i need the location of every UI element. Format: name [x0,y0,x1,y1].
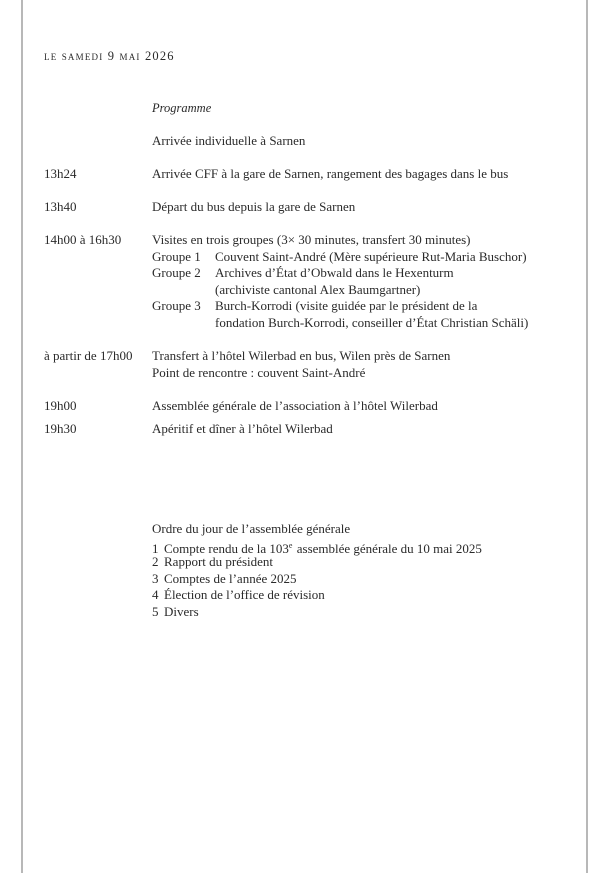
agenda-item-text: Élection de l’office de révision [164,587,325,602]
date-heading: le samedi 9 mai 2026 [44,49,175,63]
agenda-item-number: 5 [152,603,159,619]
agenda-item-number: 4 [152,587,159,602]
agenda-title: Ordre du jour de l’assemblée générale [152,521,351,536]
group-description: Couvent Saint-André (Mère supérieure Rut-Maria Buschor) [215,248,527,264]
schedule-time: 14h00 à 16h30 [44,232,122,247]
group-label: Groupe 2 [152,265,201,280]
schedule-description: Départ du bus depuis la gare de Sarnen [152,199,356,214]
schedule-description: Transfert à l’hôtel Wilerbad en bus, Wilen près de Sarnen [152,348,451,363]
programme-title: Programme [152,101,212,115]
agenda-item [152,571,297,588]
agenda-item [152,604,199,621]
group-label: Groupe 3 [152,298,201,313]
schedule-time: 19h30 [44,421,77,436]
group-description: Archives d’État d’Obwald dans le Hexenturm [215,265,454,280]
group-description-continued: (archiviste cantonal Alex Baumgartner) [215,281,421,297]
schedule-description-continued: Point de rencontre : couvent Saint-André [152,364,366,380]
agenda-item-number: 2 [152,554,159,569]
intro-line: Arrivée individuelle à Sarnen [152,133,306,148]
agenda-item [152,554,273,571]
group-description-continued: fondation Burch-Korrodi, conseiller d’État Christian Schäli) [215,314,529,330]
schedule-description: Arrivée CFF à la gare de Sarnen, rangement des bagages dans le bus [152,166,509,181]
schedule-time: 13h40 [44,199,77,214]
schedule-description: Apéritif et dîner à l’hôtel Wilerbad [152,421,333,436]
agenda-item-text: Rapport du président [164,554,274,569]
group-label: Groupe 1 [152,248,201,264]
agenda-item-text: Comptes de l’année 2025 [164,570,297,586]
agenda-item [152,587,325,604]
schedule-description: Visites en trois groupes (3× 30 minutes, transfert 30 minutes) [152,232,471,247]
agenda-item-text: Compte rendu de la 103 [164,540,289,556]
agenda-item-text: Divers [164,603,199,619]
schedule-time: 19h00 [44,398,77,413]
ordinal-superscript: e [288,540,293,550]
group-description: Burch-Korrodi (visite guidée par le président de la [215,298,478,313]
agenda-item-number: 1 [152,540,159,556]
schedule-time: à partir de 17h00 [44,348,133,363]
agenda-item-text-continued: assemblée générale du 10 mai 2025 [293,540,482,556]
agenda-item-number: 3 [152,570,159,586]
schedule-description: Assemblée générale de l’association à l’hôtel Wilerbad [152,398,438,413]
schedule-time: 13h24 [44,166,77,181]
